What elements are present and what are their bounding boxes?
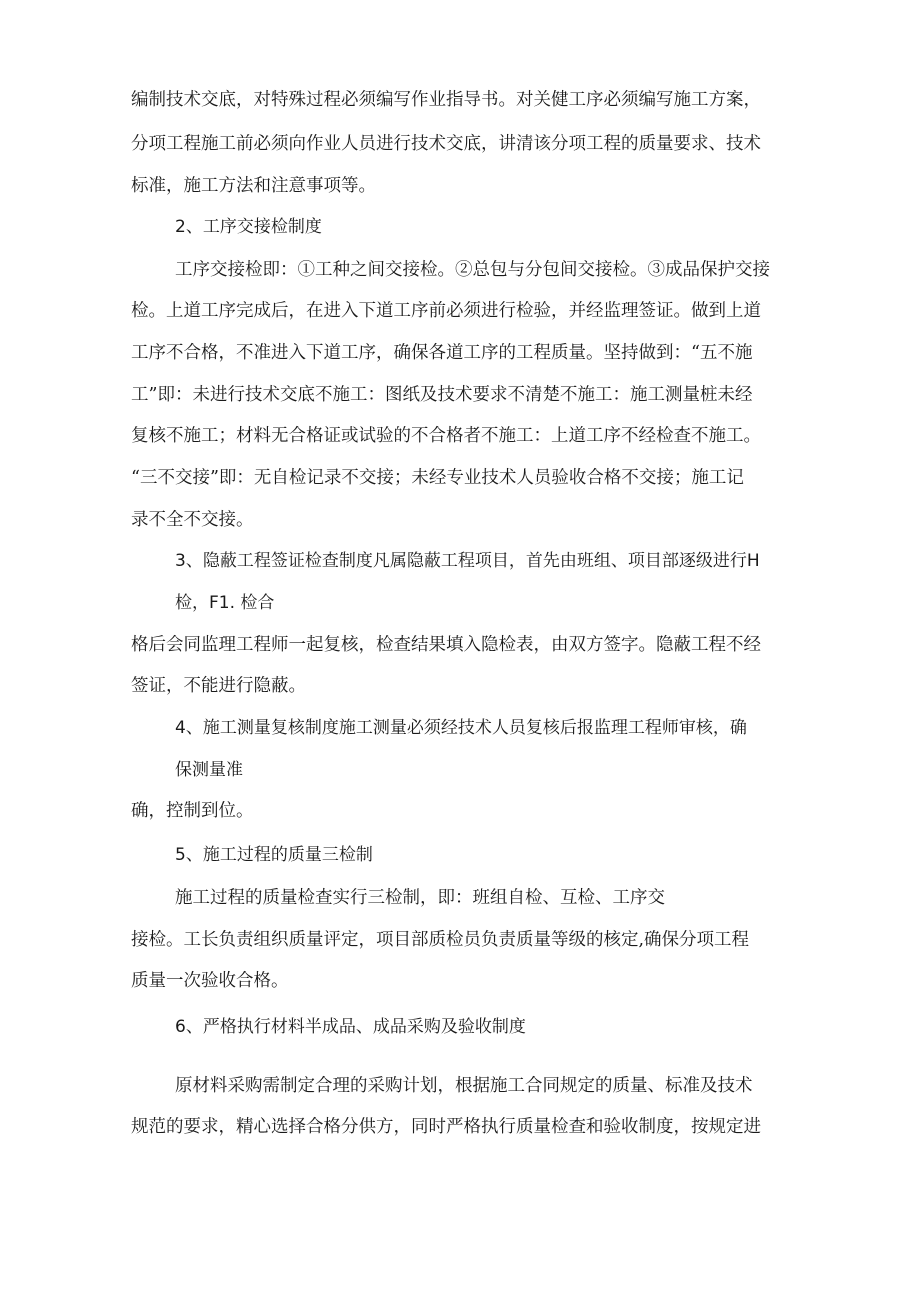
text-line: 工序不合格，不准进入下道工序，确保各道工序的工程质量。坚持做到：“五不施 [131,343,753,363]
text-line: 录不全不交接。 [131,510,254,530]
text-line: “三不交接”即：无自检记录不交接；未经专业技术人员验收合格不交接；施工记 [131,468,744,488]
text-line: 检，F1. 检合 [175,593,275,613]
text-line: 接检。工长负责组织质量评定，项目部质检员负责质量等级的核定,确保分项工程 [131,930,750,950]
text-line: 确，控制到位。 [131,801,254,821]
text-line: 分项工程施工前必须向作业人员进行技术交底，讲清该分项工程的质量要求、技术 [131,134,761,154]
text-line: 检。上道工序完成后，在进入下道工序前必须进行检验，并经监理签证。做到上道 [131,301,761,321]
section-heading: 6、严格执行材料半成品、成品采购及验收制度 [175,1017,526,1037]
text-line: 工”即：未进行技术交底不施工：图纸及技术要求不清楚不施工：施工测量桩未经 [131,385,753,405]
section-heading: 3、隐蔽工程签证检查制度凡属隐蔽工程项目，首先由班组、项目部逐级进行H [175,551,760,571]
text-line: 保测量准 [175,760,243,780]
text-line: 标准，施工方法和注意事项等。 [131,176,376,196]
section-heading: 5、施工过程的质量三检制 [175,845,373,865]
text-line: 编制技术交底，对特殊过程必须编写作业指导书。对关健工序必须编写施工方案， [131,90,761,110]
section-heading: 4、施工测量复核制度施工测量必须经技术人员复核后报监理工程师审核，确 [175,718,747,738]
text-line: 复核不施工；材料无合格证或试验的不合格者不施工：上道工序不经检查不施工。 [131,426,761,446]
text-line: 施工过程的质量检查实行三检制，即：班组自检、互检、工序交 [175,888,665,908]
text-line: 规范的要求，精心选择合格分供方，同时严格执行质量检查和验收制度，按规定进 [131,1117,761,1137]
section-heading: 2、工序交接检制度 [175,217,322,237]
text-line: 质量一次验收合格。 [131,971,289,991]
text-line: 格后会同监理工程师一起复核，检查结果填入隐检表，由双方签字。隐蔽工程不经 [131,635,761,655]
text-line: 原材料采购需制定合理的采购计划，根据施工合同规定的质量、标准及技术 [175,1076,753,1096]
text-line: 签证，不能进行隐蔽。 [131,676,306,696]
text-line: 工序交接检即：①工种之间交接检。②总包与分包间交接检。③成品保护交接 [175,260,770,280]
